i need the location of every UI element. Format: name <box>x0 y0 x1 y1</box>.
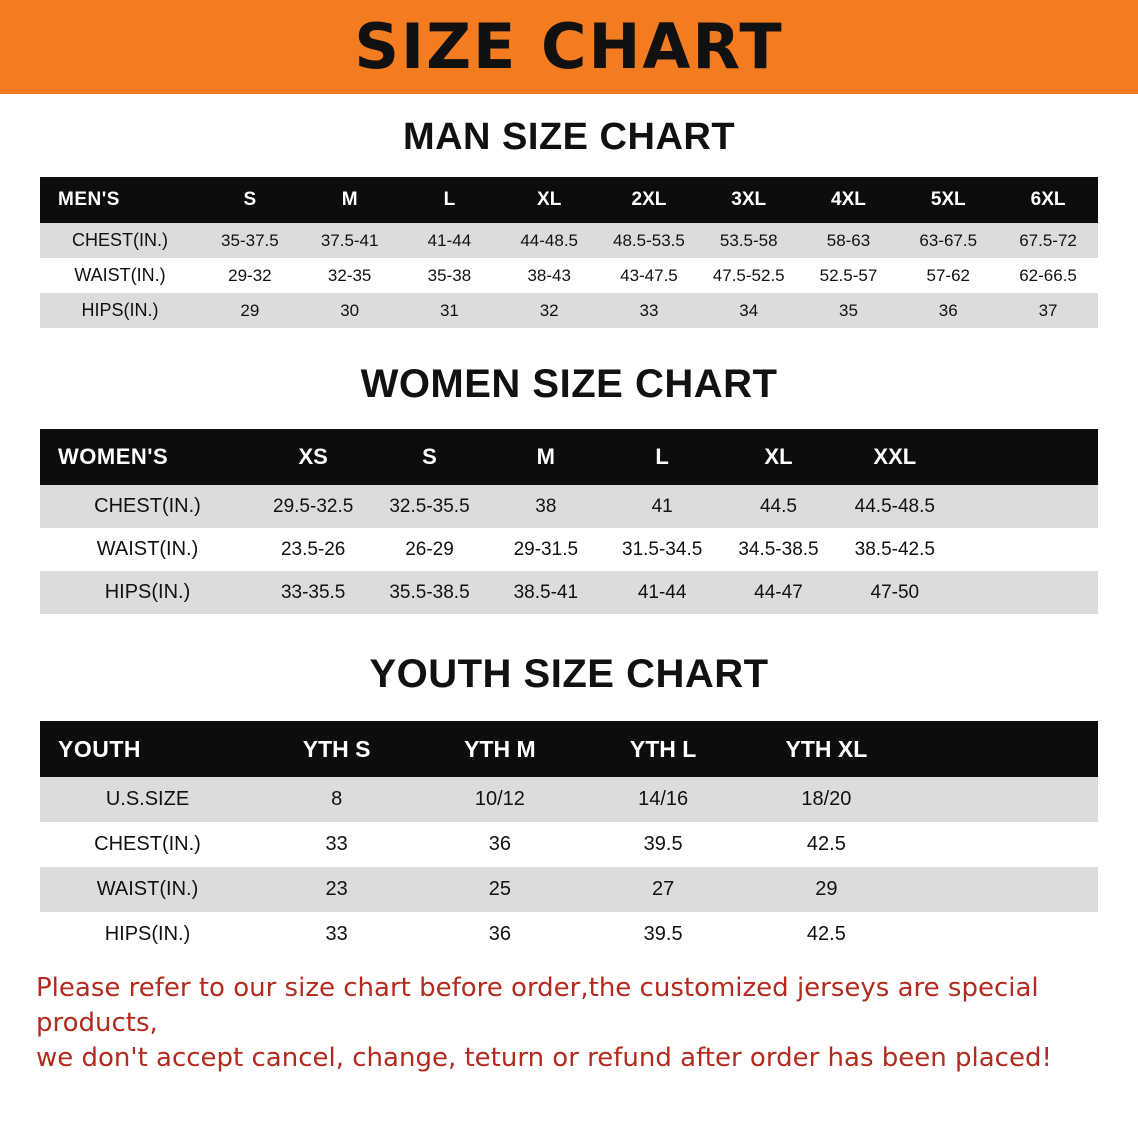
women-r2-c2: 38.5-41 <box>488 571 604 614</box>
youth-r2-c2: 27 <box>582 867 745 912</box>
women-r2-c4: 44-47 <box>720 571 836 614</box>
women-header-label: WOMEN'S <box>40 429 255 485</box>
women-r1-c3: 31.5-34.5 <box>604 528 720 571</box>
men-header-row <box>40 177 1098 223</box>
youth-header-label: YOUTH <box>40 721 255 777</box>
youth-row-2-label: WAIST(IN.) <box>40 867 255 912</box>
men-table-wrap <box>40 177 1098 328</box>
youth-row-1-label: CHEST(IN.) <box>40 822 255 867</box>
men-r0-c5: 53.5-58 <box>699 223 799 258</box>
men-r0-c2: 41-44 <box>400 223 500 258</box>
disclaimer-line-2: we don't accept cancel, change, teturn or refund after order has been placed! <box>36 1043 1052 1074</box>
women-section-title: WOMEN SIZE CHART <box>360 362 778 406</box>
youth-r1-spacer <box>908 822 1098 867</box>
table-row <box>40 777 1098 822</box>
women-r1-spacer <box>953 528 1098 571</box>
youth-r3-c1: 36 <box>418 912 581 957</box>
youth-r1-c0: 33 <box>255 822 418 867</box>
men-r1-c3: 38-43 <box>499 258 599 293</box>
men-col-5: 3XL <box>699 177 799 223</box>
youth-col-0: YTH S <box>255 721 418 777</box>
men-size-table <box>40 177 1098 328</box>
table-row <box>40 293 1098 328</box>
men-col-3: XL <box>499 177 599 223</box>
men-r2-c8: 37 <box>998 293 1098 328</box>
women-col-0: XS <box>255 429 371 485</box>
men-r0-c7: 63-67.5 <box>898 223 998 258</box>
youth-section-title: YOUTH SIZE CHART <box>369 652 769 696</box>
men-r1-c0: 29-32 <box>200 258 300 293</box>
men-r0-c4: 48.5-53.5 <box>599 223 699 258</box>
women-r0-c4: 44.5 <box>720 485 836 528</box>
men-r1-c6: 52.5-57 <box>799 258 899 293</box>
men-r0-c6: 58-63 <box>799 223 899 258</box>
women-r1-c5: 38.5-42.5 <box>837 528 953 571</box>
youth-col-3: YTH XL <box>745 721 908 777</box>
men-col-7: 5XL <box>898 177 998 223</box>
youth-header-row <box>40 721 1098 777</box>
youth-size-table <box>40 721 1098 957</box>
youth-r3-c0: 33 <box>255 912 418 957</box>
table-row <box>40 822 1098 867</box>
men-row-2-label: HIPS(IN.) <box>40 293 200 328</box>
men-r2-c0: 29 <box>200 293 300 328</box>
women-col-4: XL <box>720 429 836 485</box>
youth-col-2: YTH L <box>582 721 745 777</box>
youth-row-3-label: HIPS(IN.) <box>40 912 255 957</box>
women-col-5: XXL <box>837 429 953 485</box>
women-row-2-label: HIPS(IN.) <box>40 571 255 614</box>
table-row <box>40 258 1098 293</box>
table-row <box>40 867 1098 912</box>
men-r2-c3: 32 <box>499 293 599 328</box>
youth-r2-c3: 29 <box>745 867 908 912</box>
youth-r2-c1: 25 <box>418 867 581 912</box>
men-r2-c1: 30 <box>300 293 400 328</box>
men-col-4: 2XL <box>599 177 699 223</box>
men-r2-c2: 31 <box>400 293 500 328</box>
women-col-3: L <box>604 429 720 485</box>
youth-r1-c3: 42.5 <box>745 822 908 867</box>
women-row-1-label: WAIST(IN.) <box>40 528 255 571</box>
table-row <box>40 485 1098 528</box>
men-r2-c6: 35 <box>799 293 899 328</box>
women-r1-c2: 29-31.5 <box>488 528 604 571</box>
youth-table-wrap <box>40 721 1098 957</box>
youth-r2-c0: 23 <box>255 867 418 912</box>
women-r0-c2: 38 <box>488 485 604 528</box>
youth-r0-c1: 10/12 <box>418 777 581 822</box>
men-r1-c7: 57-62 <box>898 258 998 293</box>
men-col-2: L <box>400 177 500 223</box>
men-r2-c5: 34 <box>699 293 799 328</box>
youth-r0-c0: 8 <box>255 777 418 822</box>
women-col-1: S <box>371 429 487 485</box>
youth-r0-spacer <box>908 777 1098 822</box>
youth-r1-c2: 39.5 <box>582 822 745 867</box>
women-r1-c0: 23.5-26 <box>255 528 371 571</box>
women-r2-c5: 47-50 <box>837 571 953 614</box>
table-row <box>40 223 1098 258</box>
men-r0-c1: 37.5-41 <box>300 223 400 258</box>
women-r2-c0: 33-35.5 <box>255 571 371 614</box>
youth-r2-spacer <box>908 867 1098 912</box>
men-r1-c8: 62-66.5 <box>998 258 1098 293</box>
women-r2-c3: 41-44 <box>604 571 720 614</box>
men-col-6: 4XL <box>799 177 899 223</box>
disclaimer-note <box>36 971 1102 1076</box>
women-r0-c5: 44.5-48.5 <box>837 485 953 528</box>
women-col-2: M <box>488 429 604 485</box>
men-r2-c4: 33 <box>599 293 699 328</box>
table-row <box>40 912 1098 957</box>
men-header-label: MEN'S <box>40 177 200 223</box>
youth-r1-c1: 36 <box>418 822 581 867</box>
men-r1-c4: 43-47.5 <box>599 258 699 293</box>
table-row <box>40 528 1098 571</box>
men-r1-c2: 35-38 <box>400 258 500 293</box>
youth-r3-c2: 39.5 <box>582 912 745 957</box>
men-r0-c0: 35-37.5 <box>200 223 300 258</box>
women-header-row <box>40 429 1098 485</box>
women-r2-spacer <box>953 571 1098 614</box>
men-r0-c8: 67.5-72 <box>998 223 1098 258</box>
men-r0-c3: 44-48.5 <box>499 223 599 258</box>
men-r1-c5: 47.5-52.5 <box>699 258 799 293</box>
youth-row-0-label: U.S.SIZE <box>40 777 255 822</box>
men-r2-c7: 36 <box>898 293 998 328</box>
men-section-title: MAN SIZE CHART <box>402 116 736 158</box>
men-r1-c1: 32-35 <box>300 258 400 293</box>
page-title: SIZE CHART <box>354 10 784 83</box>
table-row <box>40 571 1098 614</box>
disclaimer-line-1: Please refer to our size chart before order,the customized jerseys are special products, <box>36 973 1039 1039</box>
women-r1-c1: 26-29 <box>371 528 487 571</box>
men-col-8: 6XL <box>998 177 1098 223</box>
youth-r3-spacer <box>908 912 1098 957</box>
men-row-1-label: WAIST(IN.) <box>40 258 200 293</box>
women-r1-c4: 34.5-38.5 <box>720 528 836 571</box>
youth-r0-c3: 18/20 <box>745 777 908 822</box>
women-r0-spacer <box>953 485 1098 528</box>
women-row-0-label: CHEST(IN.) <box>40 485 255 528</box>
women-r0-c1: 32.5-35.5 <box>371 485 487 528</box>
women-r2-c1: 35.5-38.5 <box>371 571 487 614</box>
men-col-1: M <box>300 177 400 223</box>
women-r0-c0: 29.5-32.5 <box>255 485 371 528</box>
men-col-0: S <box>200 177 300 223</box>
youth-r0-c2: 14/16 <box>582 777 745 822</box>
women-r0-c3: 41 <box>604 485 720 528</box>
youth-col-spacer <box>908 721 1098 777</box>
youth-r3-c3: 42.5 <box>745 912 908 957</box>
women-size-table <box>40 429 1098 614</box>
women-col-spacer <box>953 429 1098 485</box>
banner <box>0 0 1138 94</box>
women-table-wrap <box>40 429 1098 614</box>
men-row-0-label: CHEST(IN.) <box>40 223 200 258</box>
youth-col-1: YTH M <box>418 721 581 777</box>
